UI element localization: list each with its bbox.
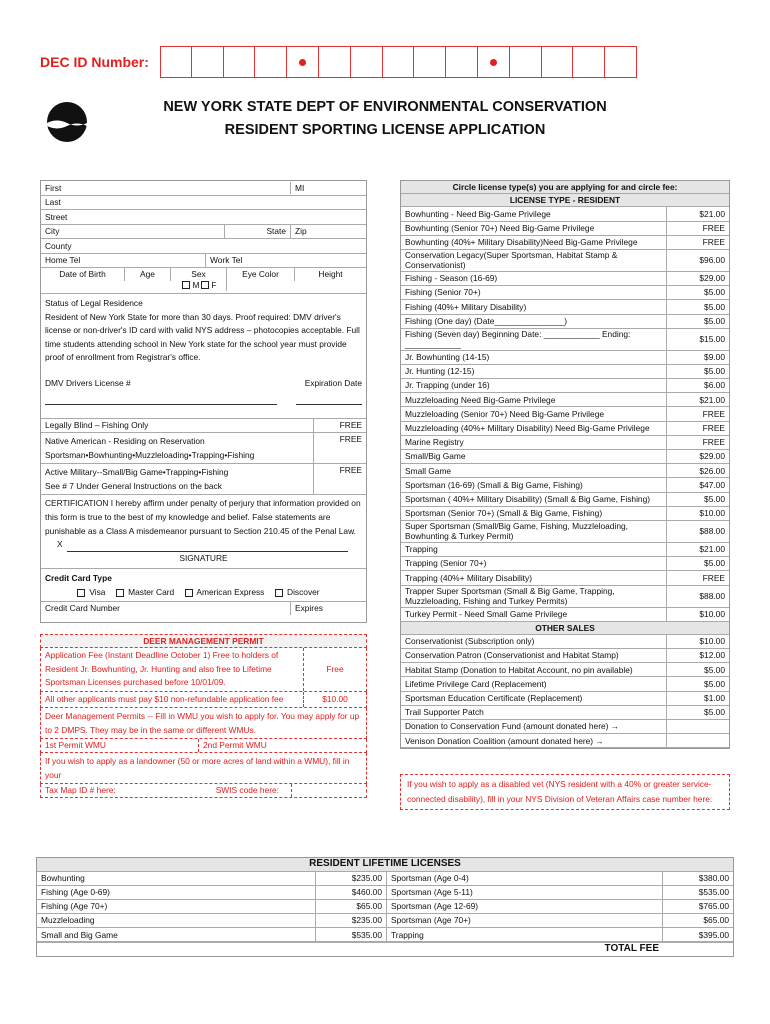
license-row[interactable]: [401, 521, 729, 543]
license-description: Small and Big Game: [37, 928, 316, 941]
lifetime-row[interactable]: [387, 928, 733, 942]
license-row[interactable]: [401, 649, 729, 663]
license-fee[interactable]: FREE: [702, 408, 725, 419]
license-description: Sportsman (Age 0-4): [387, 872, 663, 885]
certification-text: CERTIFICATION I hereby affirm under penalty of perjury that information provided on this form is true to the best of my knowledge and belief. False statements are punishable as a Class A misdemeanor pursuant to Section 210.45 of the Penal Law.: [45, 498, 361, 536]
license-fee[interactable]: $21.00: [699, 394, 725, 405]
other-sales-header: [401, 622, 729, 635]
deer-fee-text: Application Fee (Instant Deadline October 1) Free to holders of Resident Jr. Bowhunting, Jr. Hunting and also free to Lifetime Sportsman Licenses purchased before 10/01/09.: [41, 648, 304, 691]
license-row[interactable]: [401, 393, 729, 407]
cc-number-field[interactable]: Credit Card Number: [41, 602, 291, 615]
license-description: Turkey Permit - Need Small Game Privilege: [401, 608, 667, 621]
discover-label: Discover: [287, 587, 320, 598]
sex-m-checkbox[interactable]: [182, 281, 190, 289]
page-subtitle: RESIDENT SPORTING LICENSE APPLICATION: [224, 122, 546, 138]
age-field[interactable]: [125, 268, 171, 281]
license-description: Lifetime Privilege Card (Replacement): [401, 677, 667, 690]
license-fee[interactable]: $535.00: [698, 887, 729, 898]
license-row[interactable]: [401, 608, 729, 622]
discover-checkbox[interactable]: [275, 589, 283, 597]
home-tel-field[interactable]: Home Tel: [41, 254, 206, 267]
deer-other-price[interactable]: $10.00: [322, 693, 348, 704]
license-fee[interactable]: $88.00: [699, 590, 725, 601]
blind-option[interactable]: Legally Blind – Fishing Only: [41, 419, 314, 432]
deer-permit-title: DEER MANAGEMENT PERMIT: [40, 634, 367, 648]
license-description: Jr. Hunting (12-15): [401, 365, 667, 378]
license-row[interactable]: [401, 236, 729, 250]
license-table-header: [401, 181, 729, 194]
license-subheader-text: LICENSE TYPE - RESIDENT: [509, 195, 621, 206]
license-row[interactable]: [401, 677, 729, 691]
first-name-field[interactable]: First: [41, 182, 291, 195]
license-description: Trapping (40%+ Military Disability): [401, 571, 667, 584]
license-fee[interactable]: $235.00: [351, 872, 382, 883]
dec-id-box[interactable]: [446, 46, 478, 78]
cc-expires-field[interactable]: Expires: [295, 603, 323, 614]
license-fee[interactable]: FREE: [702, 237, 725, 248]
swis-label: SWIS code here:: [215, 785, 279, 796]
dmv-input[interactable]: [45, 397, 277, 405]
amex-checkbox[interactable]: [185, 589, 193, 597]
eye-color-field[interactable]: [227, 268, 295, 281]
license-fee[interactable]: $5.00: [704, 315, 725, 326]
license-row[interactable]: [401, 365, 729, 379]
license-description: Sportsman ( 40%+ Military Disability) (Small & Big Game, Fishing): [401, 493, 667, 506]
military-label: Active Military--Small/Big Game•Trapping•Fishing: [45, 467, 229, 478]
military-fee: FREE: [339, 465, 362, 476]
cc-type-label: Credit Card Type: [45, 573, 112, 584]
dec-id-box[interactable]: [319, 46, 351, 78]
license-fee[interactable]: $5.00: [704, 678, 725, 689]
license-fee[interactable]: $380.00: [698, 872, 729, 883]
license-fee[interactable]: $765.00: [698, 901, 729, 912]
dec-id-box[interactable]: [224, 46, 256, 78]
license-row[interactable]: [401, 478, 729, 492]
license-description: Fishing (Age 0-69): [37, 886, 316, 899]
sex-field: [171, 268, 227, 291]
blind-fee: FREE: [339, 420, 362, 431]
lifetime-row[interactable]: [37, 886, 386, 900]
state-field[interactable]: State: [225, 225, 291, 238]
dec-id-box[interactable]: [192, 46, 224, 78]
dec-id-box[interactable]: [255, 46, 287, 78]
deer-other-text: All other applicants must pay $10 non-refundable application fee: [41, 692, 304, 708]
expiration-input[interactable]: [296, 397, 362, 405]
military-note: See # 7 Under General Instructions on the back: [45, 481, 222, 492]
license-fee[interactable]: $21.00: [699, 208, 725, 219]
license-fee[interactable]: $5.00: [704, 287, 725, 298]
dmp-text: Deer Management Permits -- Fill in WMU you wish to apply for. You may apply for up to 2 DMPS. They may be in the same or different WMUs.: [40, 708, 367, 739]
license-fee[interactable]: $395.00: [698, 929, 729, 940]
street-field[interactable]: Street: [45, 211, 68, 222]
license-row[interactable]: [401, 272, 729, 286]
license-fee[interactable]: $1.00: [704, 692, 725, 703]
license-row[interactable]: [401, 450, 729, 464]
zip-field[interactable]: Zip: [295, 226, 307, 236]
other-sales-header-text: OTHER SALES: [535, 622, 595, 633]
height-label: Height: [318, 269, 343, 279]
visa-checkbox[interactable]: [77, 589, 85, 597]
license-row[interactable]: [401, 315, 729, 329]
license-description: Small Game: [401, 464, 667, 477]
license-type-table: [400, 180, 730, 749]
license-description: Fishing (40%+ Military Disability): [401, 300, 667, 313]
license-row[interactable]: [401, 571, 729, 585]
license-row[interactable]: [401, 300, 729, 314]
lifetime-row[interactable]: [37, 914, 386, 928]
license-fee[interactable]: $88.00: [699, 526, 725, 537]
license-row[interactable]: [401, 635, 729, 649]
lifetime-row[interactable]: [37, 928, 386, 942]
license-description: Small/Big Game: [401, 450, 667, 463]
signature-label: SIGNATURE: [179, 553, 228, 564]
license-fee[interactable]: $5.00: [704, 301, 725, 312]
license-fee[interactable]: $65.00: [703, 915, 729, 926]
license-description: Bowhunting: [37, 872, 316, 885]
license-description: Sportsman (Age 5-11): [387, 886, 663, 899]
license-fee[interactable]: $21.00: [699, 544, 725, 555]
total-fee-row[interactable]: [37, 942, 733, 956]
dec-id-box[interactable]: [160, 46, 192, 78]
landowner-text: If you wish to apply as a landowner (50 or more acres of land within a WMU), fill in your: [40, 753, 367, 784]
license-description: Muzzleloading: [37, 914, 316, 927]
dec-id-box[interactable]: [287, 46, 319, 78]
license-description: Trapping: [387, 928, 663, 941]
mastercard-checkbox[interactable]: [116, 589, 124, 597]
dec-id-label: DEC ID Number:: [40, 54, 149, 70]
license-fee[interactable]: $235.00: [351, 915, 382, 926]
sex-label: Sex: [191, 269, 206, 279]
license-description: Sportsman (Age 12-69): [387, 900, 663, 913]
license-description: Fishing (Senior 70+): [401, 286, 667, 299]
veteran-section[interactable]: If you wish to apply as a disabled vet (NYS resident with a 40% or greater service-connected disability), fill in your NYS Division of Veteran Affairs case number here:: [400, 774, 730, 810]
license-row[interactable]: [401, 663, 729, 677]
dec-id-box[interactable]: [383, 46, 415, 78]
license-fee[interactable]: $6.00: [704, 380, 725, 391]
license-description: Donation to Conservation Fund (amount donated here) →: [401, 720, 667, 733]
dec-id-boxes[interactable]: [160, 46, 637, 78]
amex-label: American Express: [196, 587, 265, 598]
license-header-text: Circle license type(s) you are applying for and circle fee:: [452, 181, 678, 192]
height-field[interactable]: [295, 268, 366, 281]
dob-field[interactable]: [41, 268, 125, 281]
residence-title: Status of Legal Residence: [45, 298, 143, 308]
license-row[interactable]: [401, 422, 729, 436]
tax-map-label: Tax Map ID # here:: [45, 785, 116, 796]
lifetime-title-text: RESIDENT LIFETIME LICENSES: [309, 858, 461, 869]
wmu1-field[interactable]: 1st Permit WMU: [41, 739, 199, 752]
mastercard-label: Master Card: [128, 587, 175, 598]
license-row[interactable]: [401, 692, 729, 706]
lifetime-row[interactable]: [387, 914, 733, 928]
license-description: Sportsman (16-69) (Small & Big Game, Fishing): [401, 478, 667, 491]
license-description: Marine Registry: [401, 436, 667, 449]
license-fee[interactable]: $5.00: [704, 558, 725, 569]
lifetime-row[interactable]: [387, 872, 733, 886]
license-description: Bowhunting (Senior 70+) Need Big-Game Privilege: [401, 222, 667, 235]
license-fee[interactable]: $12.00: [699, 650, 725, 661]
license-fee[interactable]: FREE: [702, 572, 725, 583]
license-row[interactable]: [401, 507, 729, 521]
license-fee[interactable]: $5.00: [704, 493, 725, 504]
license-description: Jr. Trapping (under 16): [401, 379, 667, 392]
license-description: Conservation Legacy(Super Sportsman, Habitat Stamp & Conservationist): [401, 250, 667, 271]
license-fee[interactable]: $10.00: [699, 508, 725, 519]
license-row[interactable]: [401, 250, 729, 272]
total-fee-label: TOTAL FEE: [604, 943, 659, 955]
native-privileges: Sportsman•Bowhunting•Muzzleloading•Trapping•Fishing: [45, 450, 255, 461]
separator-dot-icon: [490, 59, 497, 66]
lifetime-row[interactable]: [387, 886, 733, 900]
lifetime-title: [37, 858, 733, 872]
native-option[interactable]: [41, 433, 314, 463]
license-subheader: [401, 194, 729, 207]
dec-id-box[interactable]: [605, 46, 637, 78]
sex-f-checkbox[interactable]: [201, 281, 209, 289]
separator-dot-icon: [299, 59, 306, 66]
license-fee[interactable]: $5.00: [704, 664, 725, 675]
sex-f-label: F: [211, 279, 217, 290]
work-tel-field[interactable]: Work Tel: [210, 255, 243, 265]
license-row[interactable]: [401, 379, 729, 393]
lifetime-licenses-table: [36, 857, 734, 957]
license-description: Bowhunting (40%+ Military Disability)Need Big-Game Privilege: [401, 236, 667, 249]
sex-m-label: M: [192, 279, 200, 290]
expiration-label: Expiration Date: [304, 377, 362, 388]
license-fee[interactable]: $10.00: [699, 608, 725, 619]
license-description: Sportsman (Senior 70+) (Small & Big Game, Fishing): [401, 507, 667, 520]
license-fee[interactable]: $5.00: [704, 707, 725, 718]
age-label: Age: [140, 269, 155, 279]
city-field[interactable]: City: [41, 225, 225, 238]
mi-field[interactable]: MI: [295, 182, 305, 193]
county-field[interactable]: County: [45, 240, 72, 251]
license-description: Conservationist (Subscription only): [401, 635, 667, 648]
tax-swis-row[interactable]: [41, 784, 291, 797]
license-row[interactable]: [401, 436, 729, 450]
dec-id-box[interactable]: [478, 46, 510, 78]
license-row[interactable]: [401, 720, 729, 734]
license-description: Bowhunting - Need Big-Game Privilege: [401, 207, 667, 220]
license-description: Muzzleloading (Senior 70+) Need Big-Game Privilege: [401, 407, 667, 420]
residence-text: Resident of New York State for more than 30 days. Proof required: DMV driver's license or non-driver's ID card with valid NYS address – photocopies acceptable. Full time students attending school in New York state for the school year must provide proof of enrollment from Registrar's office.: [45, 311, 360, 363]
license-fee[interactable]: $65.00: [356, 901, 382, 912]
applicant-info-table: [40, 180, 367, 623]
license-fee[interactable]: $5.00: [704, 366, 725, 377]
dmv-label: DMV Drivers License #: [45, 377, 131, 388]
license-row[interactable]: [401, 493, 729, 507]
license-fee[interactable]: $29.00: [699, 273, 725, 284]
license-fee[interactable]: FREE: [702, 437, 725, 448]
page-title: NEW YORK STATE DEPT OF ENVIRONMENTAL CONSERVATION: [163, 99, 607, 115]
eye-color-label: Eye Color: [242, 269, 279, 279]
license-fee[interactable]: $535.00: [351, 929, 382, 940]
license-description: Trapping (Senior 70+): [401, 557, 667, 570]
signature-input[interactable]: [67, 544, 348, 552]
license-row[interactable]: [401, 464, 729, 478]
license-fee[interactable]: $47.00: [699, 479, 725, 490]
license-fee[interactable]: $460.00: [351, 887, 382, 898]
license-description: Muzzleloading (40%+ Military Disability) Need Big-Game Privilege: [401, 422, 667, 435]
license-row[interactable]: [401, 222, 729, 236]
native-fee: FREE: [339, 434, 362, 445]
license-fee[interactable]: FREE: [702, 422, 725, 433]
dec-id-box[interactable]: [414, 46, 446, 78]
license-row[interactable]: [401, 706, 729, 720]
license-description: Fishing - Season (16-69): [401, 272, 667, 285]
signature-x: X: [57, 539, 63, 550]
lifetime-row[interactable]: [37, 900, 386, 914]
dec-id-box[interactable]: [542, 46, 574, 78]
license-description: Fishing (Seven day) Beginning Date: ____________ Ending: ____________: [401, 329, 667, 350]
deer-fee-free[interactable]: Free: [326, 663, 344, 674]
license-row[interactable]: [401, 207, 729, 221]
license-description: Trapper Super Sportsman (Small & Big Game, Trapping, Muzzleloading, Fishing and Turkey Permits): [401, 586, 667, 607]
license-description: Sportsman Education Certificate (Replacement): [401, 692, 667, 705]
license-description: Muzzleloading Need Big-Game Privilege: [401, 393, 667, 406]
license-description: Venison Donation Coalition (amount donated here) →: [401, 734, 667, 747]
license-row[interactable]: [401, 286, 729, 300]
license-fee[interactable]: $29.00: [699, 451, 725, 462]
license-fee[interactable]: $9.00: [704, 352, 725, 363]
dob-label: Date of Birth: [59, 269, 106, 279]
last-name-field[interactable]: Last: [45, 197, 61, 207]
dec-id-box[interactable]: [510, 46, 542, 78]
license-description: Trapping: [401, 543, 667, 556]
license-row[interactable]: [401, 351, 729, 365]
lifetime-row[interactable]: [387, 900, 733, 914]
native-label: Native American - Residing on Reservation: [45, 436, 205, 447]
license-fee[interactable]: $96.00: [699, 255, 725, 266]
dec-id-box[interactable]: [573, 46, 605, 78]
wmu2-field[interactable]: 2nd Permit WMU: [203, 740, 267, 751]
license-row[interactable]: [401, 407, 729, 421]
license-description: Conservation Patron (Conservationist and Habitat Stamp): [401, 649, 667, 662]
license-description: Fishing (Age 70+): [37, 900, 316, 913]
license-row[interactable]: [401, 734, 729, 748]
visa-label: Visa: [89, 587, 106, 598]
license-fee[interactable]: $15.00: [699, 333, 725, 344]
license-fee[interactable]: $26.00: [699, 465, 725, 476]
license-row[interactable]: [401, 329, 729, 351]
dec-id-box[interactable]: [351, 46, 383, 78]
name-row[interactable]: [41, 181, 366, 196]
license-description: Trail Supporter Patch: [401, 706, 667, 719]
license-description: Habitat Stamp (Donation to Habitat Account, no pin available): [401, 663, 667, 676]
license-fee[interactable]: FREE: [702, 222, 725, 233]
license-description: Fishing (One day) (Date_______________): [401, 315, 667, 328]
swis-input[interactable]: [291, 784, 366, 797]
license-row[interactable]: [401, 586, 729, 608]
license-fee[interactable]: $10.00: [699, 636, 725, 647]
license-row[interactable]: [401, 557, 729, 571]
lifetime-row[interactable]: [37, 872, 386, 886]
deer-permit-section: [40, 634, 367, 798]
military-option[interactable]: [41, 464, 314, 494]
license-row[interactable]: [401, 543, 729, 557]
license-description: Sportsman (Age 70+): [387, 914, 663, 927]
license-description: Super Sportsman (Small/Big Game, Fishing, Muzzleloading, Bowhunting & Turkey Permit): [401, 521, 667, 542]
license-description: Jr. Bowhunting (14-15): [401, 351, 667, 364]
